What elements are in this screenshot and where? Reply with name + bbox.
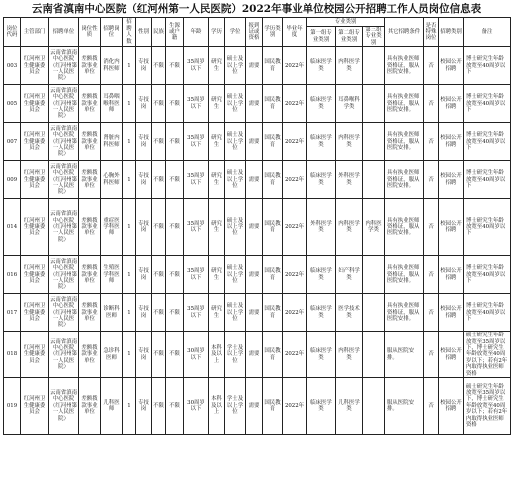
cell-household: 不限 [166, 47, 184, 85]
cell-unit: 云南省滇南中心医院（红河州第一人民医院） [49, 47, 79, 85]
cell-cert: 需要 [246, 199, 263, 256]
cell-major1: 临床医学类 [307, 47, 336, 85]
header-major-group: 专业类别 [307, 18, 385, 27]
cell-post: 诊断科医师 [101, 294, 123, 332]
cell-sex: 专技岗 [136, 47, 152, 85]
cell-ethnic: 不限 [152, 294, 166, 332]
cell-age: 35周岁以下 [184, 256, 209, 294]
cell-remark: 硕士研究生年龄放宽至35周岁以下，博士研究生年龄放宽至40周岁以下；若有2年内取得执业医师资格 [464, 378, 511, 435]
job-table [3, 17, 511, 435]
cell-other: 具有执业医师资格证，服从医院安排。 [385, 199, 424, 256]
cell-special: 否 [424, 378, 439, 435]
cell-major3 [363, 161, 385, 199]
cell-post: 重症医学科医师 [101, 199, 123, 256]
cell-dept: 红河州卫生健康委员会 [21, 199, 49, 256]
cell-unit: 云南省滇南中心医院（红河州第一人民医院） [49, 256, 79, 294]
cell-remark: 博士研究生年龄放宽至40周岁以下 [464, 161, 511, 199]
cell-code: 018 [4, 332, 21, 378]
cell-cert: 需要 [246, 47, 263, 85]
cell-method: 校园公开招聘 [439, 332, 464, 378]
cell-dept: 红河州卫生健康委员会 [21, 161, 49, 199]
cell-ethnic: 不限 [152, 85, 166, 123]
cell-major3 [363, 47, 385, 85]
cell-remark: 博士研究生年龄放宽至40周岁以下 [464, 47, 511, 85]
cell-sex: 专技岗 [136, 85, 152, 123]
cell-gradyear: 2022年 [283, 332, 307, 378]
cell-major3: 内科医学类 [363, 199, 385, 256]
header-edu: 学历 [209, 18, 225, 47]
header-row [4, 18, 511, 27]
cell-household: 不限 [166, 378, 184, 435]
cell-post: 急诊科医师 [101, 332, 123, 378]
cell-count: 1 [123, 332, 136, 378]
cell-special: 否 [424, 161, 439, 199]
cell-special: 否 [424, 85, 439, 123]
cell-method: 校园公开招聘 [439, 85, 464, 123]
cell-cert: 需要 [246, 294, 263, 332]
header-gradyear: 毕业年度 [283, 18, 307, 47]
cell-nature: 差额拨款事业单位 [79, 332, 101, 378]
cell-major2: 耳鼻喉科学类 [336, 85, 363, 123]
cell-ethnic: 不限 [152, 123, 166, 161]
page-title: 云南省滇南中心医院（红河州第一人民医院）2022年事业单位校园公开招聘工作人员岗位信息表 [31, 3, 482, 15]
cell-special: 否 [424, 47, 439, 85]
cell-count: 1 [123, 256, 136, 294]
cell-other: 具有执业医师资格证，服从医院安排。 [385, 85, 424, 123]
cell-edu: 研究生 [209, 294, 225, 332]
cell-code: 017 [4, 294, 21, 332]
cell-household: 不限 [166, 332, 184, 378]
cell-major1: 临床医学类 [307, 85, 336, 123]
header-special: 是否特殊岗位 [424, 18, 439, 47]
cell-other: 具有执业医师资格证，服从医院安排。 [385, 256, 424, 294]
cell-other: 具有执业医师资格证，服从医院安排。 [385, 47, 424, 85]
cell-age: 35周岁以下 [184, 85, 209, 123]
cell-cert: 需要 [246, 85, 263, 123]
cell-unit: 云南省滇南中心医院（红河州第一人民医院） [49, 332, 79, 378]
header-post: 招聘岗位 [101, 18, 123, 47]
cell-edutype: 国民教育 [263, 378, 283, 435]
cell-method: 校园公开招聘 [439, 256, 464, 294]
cell-edutype: 国民教育 [263, 256, 283, 294]
cell-major3 [363, 294, 385, 332]
cell-remark: 博士研究生年龄放宽至40周岁以下 [464, 294, 511, 332]
cell-sex: 专技岗 [136, 294, 152, 332]
cell-major2: 儿科医学类 [336, 378, 363, 435]
cell-remark: 博士研究生年龄放宽至40周岁以下 [464, 199, 511, 256]
cell-nature: 差额拨款事业单位 [79, 256, 101, 294]
cell-degree: 硕士及以上学位 [225, 47, 246, 85]
cell-unit: 云南省滇南中心医院（红河州第一人民医院） [49, 199, 79, 256]
cell-edutype: 国民教育 [263, 294, 283, 332]
cell-degree: 硕士及以上学位 [225, 294, 246, 332]
cell-age: 30周岁以下 [184, 378, 209, 435]
cell-degree: 学士及以上学位 [225, 378, 246, 435]
cell-post: 儿科医师 [101, 378, 123, 435]
cell-count: 1 [123, 294, 136, 332]
cell-nature: 差额拨款事业单位 [79, 161, 101, 199]
cell-post: 耳鼻咽喉科医师 [101, 85, 123, 123]
cell-age: 35周岁以下 [184, 294, 209, 332]
header-other: 其它招聘条件 [385, 18, 424, 47]
cell-code: 019 [4, 378, 21, 435]
cell-nature: 差额拨款事业单位 [79, 123, 101, 161]
cell-dept: 红河州卫生健康委员会 [21, 332, 49, 378]
cell-household: 不限 [166, 256, 184, 294]
cell-edu: 研究生 [209, 47, 225, 85]
cell-edu: 研究生 [209, 161, 225, 199]
cell-cert: 需要 [246, 378, 263, 435]
cell-edutype: 国民教育 [263, 199, 283, 256]
cell-dept: 红河州卫生健康委员会 [21, 85, 49, 123]
cell-major3 [363, 123, 385, 161]
cell-gradyear: 2022年 [283, 199, 307, 256]
header-degree: 学位 [225, 18, 246, 47]
cell-count: 1 [123, 123, 136, 161]
cell-code: 016 [4, 256, 21, 294]
header-sex: 性别 [136, 18, 152, 47]
cell-major3 [363, 256, 385, 294]
cell-dept: 红河州卫生健康委员会 [21, 256, 49, 294]
cell-major2: 内科医学类 [336, 47, 363, 85]
cell-major2: 外科医学类 [336, 161, 363, 199]
cell-major1: 临床医学类 [307, 123, 336, 161]
cell-remark: 博士研究生年龄放宽至40周岁以下 [464, 85, 511, 123]
cell-major1: 临床医学类 [307, 294, 336, 332]
cell-other: 服从医院安排。 [385, 378, 424, 435]
cell-post: 生殖医学科医师 [101, 256, 123, 294]
cell-dept: 红河州卫生健康委员会 [21, 294, 49, 332]
header-nature: 岗位性质 [79, 18, 101, 47]
cell-method: 校园公开招聘 [439, 123, 464, 161]
table-row [4, 332, 511, 378]
cell-degree: 硕士及以上学位 [225, 123, 246, 161]
cell-age: 35周岁以下 [184, 123, 209, 161]
cell-unit: 云南省滇南中心医院（红河州第一人民医院） [49, 85, 79, 123]
cell-degree: 硕士及以上学位 [225, 199, 246, 256]
cell-major2: 医学技术类 [336, 294, 363, 332]
cell-age: 35周岁以下 [184, 161, 209, 199]
cell-special: 否 [424, 256, 439, 294]
cell-count: 1 [123, 85, 136, 123]
cell-ethnic: 不限 [152, 256, 166, 294]
header-dept: 主管部门 [21, 18, 49, 47]
cell-code: 003 [4, 47, 21, 85]
cell-edu: 研究生 [209, 256, 225, 294]
table-row [4, 294, 511, 332]
cell-code: 014 [4, 199, 21, 256]
cell-sex: 专技岗 [136, 378, 152, 435]
cell-gradyear: 2022年 [283, 85, 307, 123]
cell-edutype: 国民教育 [263, 85, 283, 123]
cell-method: 校园公开招聘 [439, 199, 464, 256]
cell-count: 1 [123, 378, 136, 435]
cell-age: 35周岁以下 [184, 199, 209, 256]
table-body [4, 47, 511, 435]
cell-edutype: 国民教育 [263, 161, 283, 199]
cell-household: 不限 [166, 123, 184, 161]
cell-age: 35周岁以下 [184, 47, 209, 85]
header-ethnic: 民族 [152, 18, 166, 47]
cell-sex: 专技岗 [136, 199, 152, 256]
cell-special: 否 [424, 199, 439, 256]
cell-other: 具有执业医师资格证，服从医院安排。 [385, 294, 424, 332]
table-row [4, 123, 511, 161]
cell-unit: 云南省滇南中心医院（红河州第一人民医院） [49, 378, 79, 435]
cell-nature: 差额拨款事业单位 [79, 199, 101, 256]
cell-major1: 临床医学类 [307, 256, 336, 294]
cell-major2: 内科医学类 [336, 199, 363, 256]
cell-degree: 硕士及以上学位 [225, 161, 246, 199]
cell-nature: 差额拨款事业单位 [79, 378, 101, 435]
cell-unit: 云南省滇南中心医院（红河州第一人民医院） [49, 161, 79, 199]
header-count: 招聘人数 [123, 18, 136, 47]
cell-major1: 外科医学类 [307, 199, 336, 256]
cell-edutype: 国民教育 [263, 47, 283, 85]
cell-household: 不限 [166, 199, 184, 256]
cell-ethnic: 不限 [152, 47, 166, 85]
cell-edu: 本科及以上 [209, 332, 225, 378]
table-row [4, 47, 511, 85]
cell-sex: 专技岗 [136, 161, 152, 199]
cell-ethnic: 不限 [152, 199, 166, 256]
header-major3: 第三组专业类别 [363, 27, 385, 47]
header-major2: 第二组专业类别 [336, 27, 363, 47]
cell-gradyear: 2022年 [283, 123, 307, 161]
cell-special: 否 [424, 332, 439, 378]
cell-nature: 差额拨款事业单位 [79, 294, 101, 332]
cell-count: 1 [123, 47, 136, 85]
table-row [4, 161, 511, 199]
cell-major3 [363, 85, 385, 123]
cell-special: 否 [424, 294, 439, 332]
cell-edu: 研究生 [209, 199, 225, 256]
cell-major1: 临床医学类 [307, 332, 336, 378]
cell-household: 不限 [166, 294, 184, 332]
cell-sex: 专技岗 [136, 256, 152, 294]
cell-method: 校园公开招聘 [439, 47, 464, 85]
cell-remark: 博士研究生年龄放宽至40周岁以下 [464, 123, 511, 161]
cell-count: 1 [123, 161, 136, 199]
cell-major2: 内科医学类 [336, 123, 363, 161]
cell-sex: 专技岗 [136, 123, 152, 161]
cell-edu: 研究生 [209, 85, 225, 123]
cell-gradyear: 2022年 [283, 294, 307, 332]
cell-method: 校园公开招聘 [439, 294, 464, 332]
cell-cert: 需要 [246, 123, 263, 161]
cell-cert: 需要 [246, 332, 263, 378]
cell-household: 不限 [166, 85, 184, 123]
cell-degree: 学士及以上学位 [225, 332, 246, 378]
header-age: 年龄 [184, 18, 209, 47]
cell-ethnic: 不限 [152, 378, 166, 435]
cell-major2: 内科医学类 [336, 332, 363, 378]
cell-code: 005 [4, 85, 21, 123]
header-remark: 备注 [464, 18, 511, 47]
cell-remark: 博士研究生年龄放宽至40周岁以下 [464, 256, 511, 294]
header-code: 岗位代码 [4, 18, 21, 47]
cell-unit: 云南省滇南中心医院（红河州第一人民医院） [49, 123, 79, 161]
cell-other: 服从医院安排。 [385, 332, 424, 378]
cell-post: 消化内科医师 [101, 47, 123, 85]
cell-code: 009 [4, 161, 21, 199]
cell-special: 否 [424, 123, 439, 161]
cell-ethnic: 不限 [152, 332, 166, 378]
cell-gradyear: 2022年 [283, 256, 307, 294]
cell-degree: 硕士及以上学位 [225, 256, 246, 294]
cell-gradyear: 2022年 [283, 378, 307, 435]
header-household: 生源或户籍 [166, 18, 184, 47]
table-row [4, 85, 511, 123]
cell-gradyear: 2022年 [283, 161, 307, 199]
cell-code: 007 [4, 123, 21, 161]
cell-major3 [363, 332, 385, 378]
cell-major1: 临床医学类 [307, 378, 336, 435]
header-unit: 招聘单位 [49, 18, 79, 47]
cell-age: 30周岁以下 [184, 332, 209, 378]
cell-gradyear: 2022年 [283, 47, 307, 85]
cell-degree: 硕士及以上学位 [225, 85, 246, 123]
cell-sex: 专技岗 [136, 332, 152, 378]
cell-remark: 硕士研究生年龄放宽至35周岁以下，博士研究生年龄放宽至40周岁以下；若有2年内取得执业医师资格 [464, 332, 511, 378]
cell-post: 肾脏内科医师 [101, 123, 123, 161]
cell-count: 1 [123, 199, 136, 256]
cell-cert: 需要 [246, 161, 263, 199]
cell-edu: 本科及以上 [209, 378, 225, 435]
cell-method: 校园公开招聘 [439, 378, 464, 435]
cell-method: 校园公开招聘 [439, 161, 464, 199]
cell-household: 不限 [166, 161, 184, 199]
table-row [4, 378, 511, 435]
cell-unit: 云南省滇南中心医院（红河州第一人民医院） [49, 294, 79, 332]
cell-ethnic: 不限 [152, 161, 166, 199]
cell-nature: 差额拨款事业单位 [79, 85, 101, 123]
cell-major2: 妇产科学类 [336, 256, 363, 294]
table-row [4, 199, 511, 256]
header-method: 招聘类别 [439, 18, 464, 47]
header-cert: 报到证或资格 [246, 18, 263, 47]
cell-edutype: 国民教育 [263, 332, 283, 378]
header-major1: 第一组专业类别 [307, 27, 336, 47]
cell-other: 具有执业医师资格证，服从医院安排。 [385, 161, 424, 199]
cell-dept: 红河州卫生健康委员会 [21, 47, 49, 85]
cell-major3 [363, 378, 385, 435]
cell-nature: 差额拨款事业单位 [79, 47, 101, 85]
cell-cert: 需要 [246, 256, 263, 294]
cell-dept: 红河州卫生健康委员会 [21, 378, 49, 435]
cell-edutype: 国民教育 [263, 123, 283, 161]
header-edutype: 学历类别 [263, 18, 283, 47]
cell-other: 具有执业医师资格证，服从医院安排。 [385, 123, 424, 161]
cell-post: 心胸外科医师 [101, 161, 123, 199]
table-row [4, 256, 511, 294]
cell-edu: 研究生 [209, 123, 225, 161]
cell-major1: 临床医学类 [307, 161, 336, 199]
cell-dept: 红河州卫生健康委员会 [21, 123, 49, 161]
